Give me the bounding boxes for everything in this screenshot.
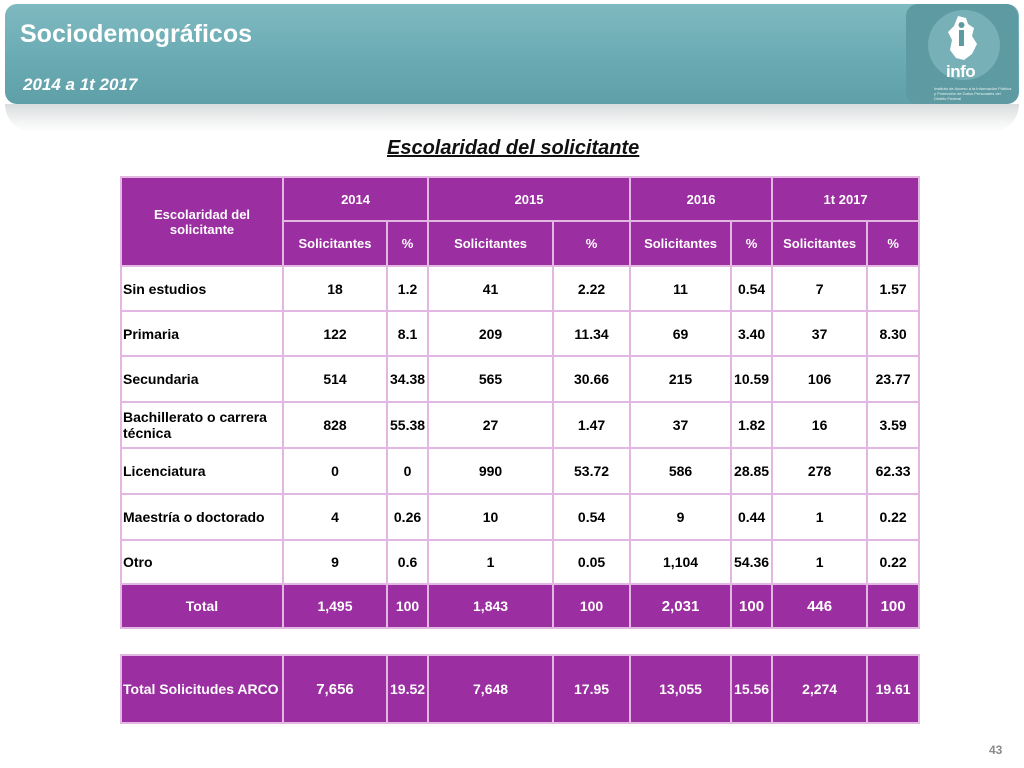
table-row <box>121 494 919 540</box>
table-cell: 0.26 <box>387 494 428 540</box>
corner-header: Escolaridad del solicitante <box>121 177 283 266</box>
table-cell: 11 <box>630 266 731 311</box>
table-cell: 209 <box>428 311 553 356</box>
table-cell: 1.82 <box>731 402 772 448</box>
table-cell: 0.05 <box>553 540 630 584</box>
table-cell: 514 <box>283 356 387 402</box>
table-cell: 27 <box>428 402 553 448</box>
table-cell: 1 <box>428 540 553 584</box>
header-banner <box>5 4 1019 104</box>
total-cell: 100 <box>387 584 428 628</box>
sub-header: Solicitantes <box>630 221 731 266</box>
table-cell: 3.40 <box>731 311 772 356</box>
table-cell: 4 <box>283 494 387 540</box>
table-cell: 11.34 <box>553 311 630 356</box>
page-number: 43 <box>989 743 1003 757</box>
table-cell: 0.44 <box>731 494 772 540</box>
sub-header: % <box>867 221 919 266</box>
table-cell: 3.59 <box>867 402 919 448</box>
escolaridad-table <box>120 176 920 629</box>
arco-table <box>120 654 920 724</box>
table-cell: 7 <box>772 266 867 311</box>
table-cell: 0.22 <box>867 540 919 584</box>
total-cell: 100 <box>867 584 919 628</box>
row-label: Otro <box>121 540 283 584</box>
table-cell: 37 <box>630 402 731 448</box>
arco-cell: 13,055 <box>630 655 731 723</box>
sub-header: % <box>387 221 428 266</box>
table-cell: 106 <box>772 356 867 402</box>
table-cell: 9 <box>283 540 387 584</box>
arco-row <box>121 655 919 723</box>
table-row <box>121 311 919 356</box>
table-cell: 10.59 <box>731 356 772 402</box>
year-header: 2016 <box>630 177 772 221</box>
header-shadow <box>5 104 1019 132</box>
row-label: Licenciatura <box>121 448 283 494</box>
table-row <box>121 402 919 448</box>
logo-text: info <box>946 62 976 81</box>
slide-subtitle: 2014 a 1t 2017 <box>23 75 138 94</box>
sub-header: Solicitantes <box>772 221 867 266</box>
table-cell: 30.66 <box>553 356 630 402</box>
sub-header: % <box>553 221 630 266</box>
arco-cell: 7,656 <box>283 655 387 723</box>
table-cell: 278 <box>772 448 867 494</box>
table-cell: 2.22 <box>553 266 630 311</box>
total-cell: 100 <box>731 584 772 628</box>
year-header: 2015 <box>428 177 630 221</box>
logo-tagline: Instituto de Acceso a la Información Pública y Protección de Datos Personales del Distrito Federal <box>934 86 1012 101</box>
arco-cell: 17.95 <box>553 655 630 723</box>
table-cell: 1.57 <box>867 266 919 311</box>
table-cell: 0 <box>387 448 428 494</box>
table-cell: 1,104 <box>630 540 731 584</box>
table-cell: 565 <box>428 356 553 402</box>
sub-header: Solicitantes <box>283 221 387 266</box>
table-cell: 53.72 <box>553 448 630 494</box>
table-cell: 10 <box>428 494 553 540</box>
total-cell: 100 <box>553 584 630 628</box>
total-cell: 1,495 <box>283 584 387 628</box>
table-cell: 215 <box>630 356 731 402</box>
table-cell: 1.2 <box>387 266 428 311</box>
table-cell: 0 <box>283 448 387 494</box>
table-cell: 8.1 <box>387 311 428 356</box>
sub-header: Solicitantes <box>428 221 553 266</box>
row-label: Secundaria <box>121 356 283 402</box>
table-cell: 1 <box>772 494 867 540</box>
row-label: Maestría o doctorado <box>121 494 283 540</box>
table-cell: 34.38 <box>387 356 428 402</box>
total-cell: 2,031 <box>630 584 731 628</box>
table-cell: 586 <box>630 448 731 494</box>
table-cell: 18 <box>283 266 387 311</box>
sub-header: % <box>731 221 772 266</box>
arco-label: Total Solicitudes ARCO <box>121 655 283 723</box>
table-cell: 62.33 <box>867 448 919 494</box>
year-header: 2014 <box>283 177 428 221</box>
arco-cell: 19.52 <box>387 655 428 723</box>
table-cell: 0.54 <box>731 266 772 311</box>
table-cell: 37 <box>772 311 867 356</box>
arco-cell: 19.61 <box>867 655 919 723</box>
table-cell: 55.38 <box>387 402 428 448</box>
table-cell: 1.47 <box>553 402 630 448</box>
table-cell: 0.6 <box>387 540 428 584</box>
arco-cell: 15.56 <box>731 655 772 723</box>
table-cell: 0.54 <box>553 494 630 540</box>
table-row <box>121 266 919 311</box>
logo <box>906 4 1018 104</box>
slide-title: Sociodemográficos <box>20 20 252 48</box>
table-cell: 16 <box>772 402 867 448</box>
row-label: Primaria <box>121 311 283 356</box>
table-row <box>121 540 919 584</box>
table-cell: 0.22 <box>867 494 919 540</box>
table-cell: 69 <box>630 311 731 356</box>
table-row <box>121 356 919 402</box>
table-cell: 41 <box>428 266 553 311</box>
table-cell: 1 <box>772 540 867 584</box>
total-cell: 446 <box>772 584 867 628</box>
table-cell: 8.30 <box>867 311 919 356</box>
map-icon <box>944 14 980 64</box>
table-cell: 990 <box>428 448 553 494</box>
total-label: Total <box>121 584 283 628</box>
total-cell: 1,843 <box>428 584 553 628</box>
table-row <box>121 448 919 494</box>
row-label: Bachillerato o carrera técnica <box>121 402 283 448</box>
table-cell: 28.85 <box>731 448 772 494</box>
year-header: 1t 2017 <box>772 177 919 221</box>
table-cell: 23.77 <box>867 356 919 402</box>
table-title: Escolaridad del solicitante <box>387 137 640 159</box>
table-cell: 122 <box>283 311 387 356</box>
arco-cell: 7,648 <box>428 655 553 723</box>
row-label: Sin estudios <box>121 266 283 311</box>
total-row <box>121 584 919 628</box>
table-cell: 54.36 <box>731 540 772 584</box>
table-cell: 828 <box>283 402 387 448</box>
arco-cell: 2,274 <box>772 655 867 723</box>
table-cell: 9 <box>630 494 731 540</box>
